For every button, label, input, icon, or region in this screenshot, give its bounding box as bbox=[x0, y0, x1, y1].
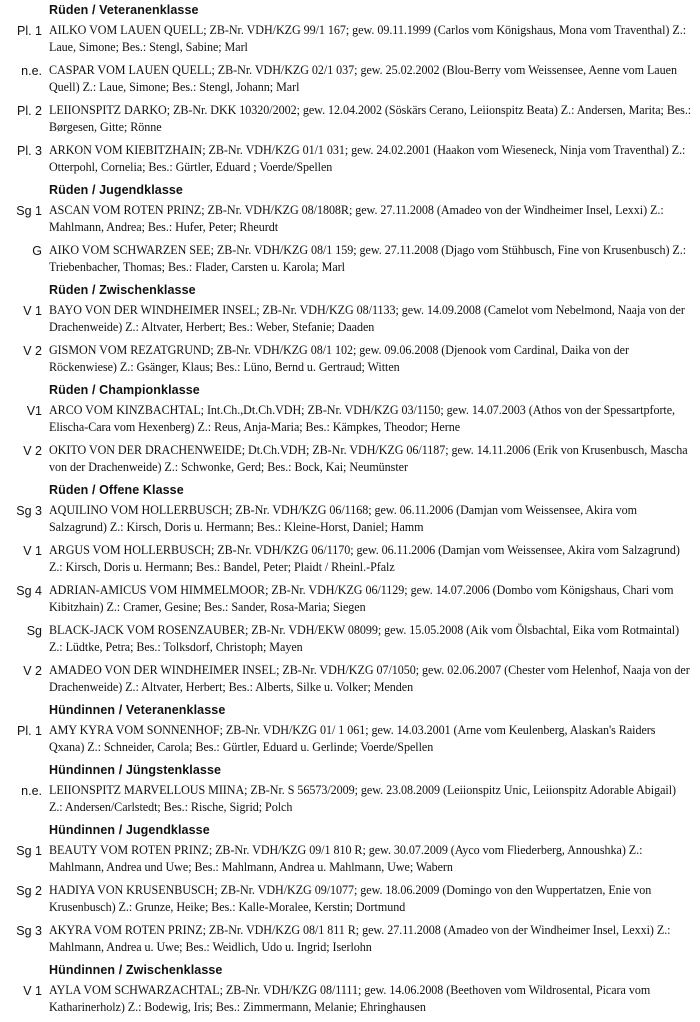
placement-rank: V 2 bbox=[23, 444, 42, 458]
dog-details: AYLA VOM SCHWARZACHTAL; ZB-Nr. VDH/KZG 08/1111; gew. 14.06.2008 (Beethoven vom Wildrosental, Picara vom Katharinerholz) Z.: Bodewig, Iris; Bes.: Zimmermann, Melanie; Ehringhausen bbox=[49, 983, 651, 1014]
placement-rank: V 1 bbox=[23, 984, 42, 998]
placement-rank: G bbox=[32, 244, 42, 258]
placement-rank: Sg 2 bbox=[16, 884, 42, 898]
placement-rank: Pl. 1 bbox=[16, 24, 42, 38]
placement-rank: Sg 3 bbox=[16, 924, 42, 938]
dog-details: ARCO VOM KINZBACHTAL; Int.Ch.,Dt.Ch.VDH; ZB-Nr. VDH/KZG 03/1150; gew. 14.07.2003 (Athos von der Spessartpforte, Elischa-Cara vom Hexenberg) Z.: Reus, Anja-Maria; Bes.: Kämpkes, Theodor; Herne bbox=[49, 403, 676, 434]
class-heading: Rüden / Veteranenklasse bbox=[49, 3, 199, 17]
dog-entry bbox=[0, 302, 700, 336]
dog-details: ADRIAN-AMICUS VOM HIMMELMOOR; ZB-Nr. VDH/KZG 06/1129; gew. 14.07.2006 (Dombo vom Königshaus, Chari vom Kibitzhain) Z.: Cramer, Gesine; Bes.: Sander, Rosa-Maria; Siegen bbox=[49, 583, 674, 614]
placement-rank: Sg 3 bbox=[16, 504, 42, 518]
dog-details: LEIIONSPITZ MARVELLOUS MIINA; ZB-Nr. S 56573/2009; gew. 23.08.2009 (Leiionspitz Unic, Leiionspitz Adorable Abigail) Z.: Andersen/Carlstedt; Bes.: Rische, Sigrid; Polch bbox=[49, 783, 677, 814]
dog-entry bbox=[0, 102, 700, 136]
placement-rank: Sg 1 bbox=[16, 204, 42, 218]
dog-details: AQUILINO VOM HOLLERBUSCH; ZB-Nr. VDH/KZG 06/1168; gew. 06.11.2006 (Damjan vom Weissensee, Akira vom Salzagrund) Z.: Kirsch, Doris u. Hermann; Bes.: Kleine-Horst, Daniel; Hamm bbox=[49, 503, 637, 534]
dog-entry bbox=[0, 662, 700, 696]
dog-details: AMY KYRA VOM SONNENHOF; ZB-Nr. VDH/KZG 01/ 1 061; gew. 14.03.2001 (Arne vom Keulenberg, Alaskan's Raiders Qxana) Z.: Schneider, Carola; Bes.: Gürtler, Eduard u. Gerlinde; Voerde/Spellen bbox=[49, 723, 656, 754]
dog-details: ARKON VOM KIEBITZHAIN; ZB-Nr. VDH/KZG 01/1 031; gew. 24.02.2001 (Haakon vom Wieseneck, Ninja vom Traventhal) Z.: Otterpohl, Cornelia; Bes.: Gürtler, Eduard ; Voerde/Spellen bbox=[49, 143, 686, 174]
class-heading: Hündinnen / Zwischenklasse bbox=[49, 963, 223, 977]
placement-rank: Pl. 2 bbox=[16, 104, 42, 118]
dog-entry bbox=[0, 502, 700, 536]
dog-details: BLACK-JACK VOM ROSENZAUBER; ZB-Nr. VDH/EKW 08099; gew. 15.05.2008 (Aik vom Ölsbachtal, Eika vom Rotmaintal) Z.: Lüdtke, Petra; Bes.: Tolksdorf, Christoph; Mayen bbox=[49, 623, 680, 654]
placement-rank: V 2 bbox=[23, 664, 42, 678]
dog-entry bbox=[0, 142, 700, 176]
dog-entry bbox=[0, 242, 700, 276]
class-heading: Rüden / Offene Klasse bbox=[49, 483, 184, 497]
placement-rank: n.e. bbox=[21, 784, 42, 798]
placement-rank: Pl. 1 bbox=[16, 724, 42, 738]
placement-rank: Sg 1 bbox=[16, 844, 42, 858]
placement-rank: n.e. bbox=[21, 64, 42, 78]
dog-entry bbox=[0, 202, 700, 236]
dog-details: AMADEO VON DER WINDHEIMER INSEL; ZB-Nr. VDH/KZG 07/1050; gew. 02.06.2007 (Chester vom Helenhof, Naaja von der Drachenweide) Z.: Altvater, Herbert; Bes.: Alberts, Silke u. Volker; Menden bbox=[49, 663, 690, 694]
dog-details: ASCAN VOM ROTEN PRINZ; ZB-Nr. VDH/KZG 08/1808R; gew. 27.11.2008 (Amadeo von der Windheimer Insel, Lexxi) Z.: Mahlmann, Andrea; Bes.: Hufer, Peter; Rheurdt bbox=[49, 203, 664, 234]
dog-entry bbox=[0, 922, 700, 956]
placement-rank: V 2 bbox=[23, 344, 42, 358]
dog-details: CASPAR VOM LAUEN QUELL; ZB-Nr. VDH/KZG 02/1 037; gew. 25.02.2002 (Blou-Berry vom Weissensee, Aenne vom Lauen Quell) Z.: Laue, Simone; Bes.: Stengl, Johann; Marl bbox=[49, 63, 677, 94]
dog-entry bbox=[0, 542, 700, 576]
class-heading: Hündinnen / Jugendklasse bbox=[49, 823, 210, 837]
dog-details: AIKO VOM SCHWARZEN SEE; ZB-Nr. VDH/KZG 08/1 159; gew. 27.11.2008 (Djago vom Stühbusch, Fine von Krusenbusch) Z.: Triebenbacher, Thomas; Bes.: Flader, Carsten u. Karola; Marl bbox=[49, 243, 687, 274]
class-heading: Rüden / Jugendklasse bbox=[49, 183, 183, 197]
class-heading: Hündinnen / Veteranenklasse bbox=[49, 703, 226, 717]
placement-rank: Sg bbox=[26, 624, 42, 638]
dog-entry bbox=[0, 842, 700, 876]
dog-details: AILKO VOM LAUEN QUELL; ZB-Nr. VDH/KZG 99/1 167; gew. 09.11.1999 (Carlos vom Königshaus, Mona vom Traventhal) Z.: Laue, Simone; Bes.: Stengl, Sabine; Marl bbox=[49, 23, 686, 54]
dog-entry bbox=[0, 22, 700, 56]
dog-details: BEAUTY VOM ROTEN PRINZ; ZB-Nr. VDH/KZG 09/1 810 R; gew. 30.07.2009 (Ayco vom Fliederberg, Annoushka) Z.: Mahlmann, Andrea und Uwe; Bes.: Mahlmann, Andrea u. Mahlmann, Uwe; Wabern bbox=[49, 843, 643, 874]
dog-details: ARGUS VOM HOLLERBUSCH; ZB-Nr. VDH/KZG 06/1170; gew. 06.11.2006 (Damjan vom Weissensee, Akira vom Salzagrund) Z.: Kirsch, Doris u. Hermann; Bes.: Bandel, Peter; Plaidt / Rheinl.-Pfalz bbox=[49, 543, 680, 574]
dog-details: HADIYA VON KRUSENBUSCH; ZB-Nr. VDH/KZG 09/1077; gew. 18.06.2009 (Domingo von den Wuppertatzen, Enie von Krusenbusch) Z.: Grunze, Heike; Bes.: Kalle-Moralee, Kerstin; Dortmund bbox=[49, 883, 652, 914]
dog-entry bbox=[0, 622, 700, 656]
placement-rank: Pl. 3 bbox=[16, 144, 42, 158]
class-heading: Rüden / Zwischenklasse bbox=[49, 283, 196, 297]
placement-rank: V 1 bbox=[23, 304, 42, 318]
dog-entry bbox=[0, 722, 700, 756]
dog-entry bbox=[0, 62, 700, 96]
dog-details: OKITO VON DER DRACHENWEIDE; Dt.Ch.VDH; ZB-Nr. VDH/KZG 06/1187; gew. 14.11.2006 (Erik von Krusenbusch, Mascha von der Drachenweide) Z.: Schwonke, Gerd; Bes.: Bock, Kai; Neumünster bbox=[49, 443, 688, 474]
placement-rank: V 1 bbox=[23, 544, 42, 558]
dog-entry bbox=[0, 442, 700, 476]
placement-rank: V1 bbox=[26, 404, 42, 418]
dog-entry bbox=[0, 782, 700, 816]
dog-details: GISMON VOM REZATGRUND; ZB-Nr. VDH/KZG 08/1 102; gew. 09.06.2008 (Djenook vom Cardinal, Daika von der Röckenwiese) Z.: Gsänger, Klaus; Bes.: Lüno, Bernd u. Gertraud; Witten bbox=[49, 343, 629, 374]
class-heading: Rüden / Championklasse bbox=[49, 383, 200, 397]
dog-entry bbox=[0, 982, 700, 1016]
dog-details: AKYRA VOM ROTEN PRINZ; ZB-Nr. VDH/KZG 08/1 811 R; gew. 27.11.2008 (Amadeo von der Windheimer Insel, Lexxi) Z.: Mahlmann, Andrea u. Uwe; Bes.: Weidlich, Udo u. Ingrid; Iserlohn bbox=[49, 923, 671, 954]
dog-details: LEIIONSPITZ DARKO; ZB-Nr. DKK 10320/2002; gew. 12.04.2002 (Söskärs Cerano, Leiionspitz Beata) Z.: Andersen, Marita; Bes.: Børgesen, Gitte; Rönne bbox=[49, 103, 692, 134]
dog-entry bbox=[0, 402, 700, 436]
class-heading: Hündinnen / Jüngstenklasse bbox=[49, 763, 222, 777]
dog-entry bbox=[0, 882, 700, 916]
dog-entry bbox=[0, 582, 700, 616]
results-document bbox=[0, 2, 700, 1022]
dog-details: BAYO VON DER WINDHEIMER INSEL; ZB-Nr. VDH/KZG 08/1133; gew. 14.09.2008 (Camelot vom Nebelmond, Naaja von der Drachenweide) Z.: Altvater, Herbert; Bes.: Weber, Stefanie; Daaden bbox=[49, 303, 685, 334]
dog-entry bbox=[0, 342, 700, 376]
placement-rank: Sg 4 bbox=[16, 584, 42, 598]
